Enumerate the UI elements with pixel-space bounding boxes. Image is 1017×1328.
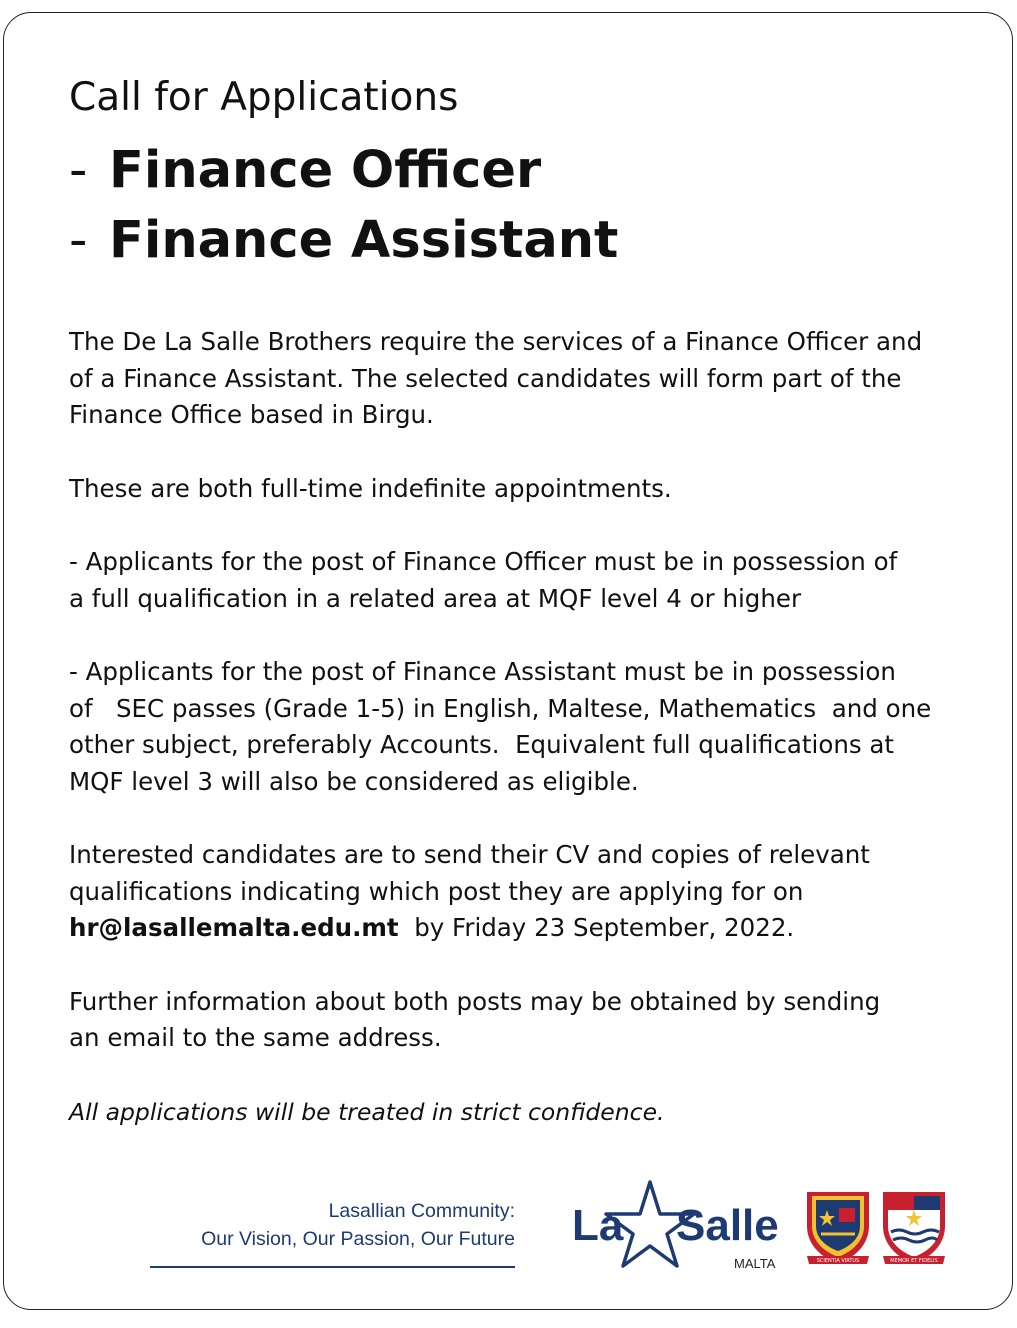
advert-content: [69, 72, 959, 1130]
crest2-motto: MEMOR ET FIDELIS: [890, 1258, 938, 1264]
text-line: of a Finance Assistant. The selected candidates will form part of the: [69, 363, 902, 393]
text-line: of SEC passes (Grade 1-5) in English, Maltese, Mathematics and one: [69, 693, 932, 723]
dash: -: [69, 211, 88, 270]
logo-text-malta: MALTA: [734, 1256, 776, 1271]
dash: -: [69, 141, 88, 200]
text-line: The De La Salle Brothers require the services of a Finance Officer and: [69, 327, 923, 356]
text-line: Further information about both posts may be obtained by sending: [69, 986, 881, 1016]
email-link[interactable]: hr@lasallemalta.edu.mt: [69, 913, 399, 942]
crest-waves-icon: [879, 1186, 949, 1266]
text-line: - Applicants for the post of Finance Officer must be in possession of: [69, 547, 898, 576]
crest1-motto: SCIENTIA VIRTUS: [816, 1258, 860, 1264]
logo-text-la: La: [572, 1201, 624, 1250]
heading: Call for Applications: [69, 75, 459, 120]
post-finance-officer: Finance Officer: [109, 141, 542, 200]
tagline-underline: [150, 1266, 515, 1268]
text-line: an email to the same address.: [69, 1023, 442, 1052]
text-line: Interested candidates are to send their CV and copies of relevant: [69, 840, 870, 869]
tagline: [201, 1197, 515, 1253]
post-title: [69, 136, 959, 206]
crest-shield-icon: [803, 1186, 873, 1266]
text-line: other subject, preferably Accounts. Equivalent full qualifications at: [69, 730, 895, 759]
post-finance-assistant: Finance Assistant: [109, 211, 619, 270]
intro-paragraph: [69, 324, 959, 434]
application-instructions: [69, 837, 959, 947]
assistant-requirements: [69, 654, 959, 800]
confidentiality-note: All applications will be treated in strict confidence.: [69, 1097, 665, 1126]
text-line: - Applicants for the post of Finance Assistant must be in possession: [69, 657, 896, 686]
officer-requirements: [69, 544, 959, 617]
tagline-line-2: Our Vision, Our Passion, Our Future: [201, 1228, 515, 1250]
la-salle-logo: [572, 1180, 792, 1275]
post-title: [69, 206, 959, 276]
logo-text-salle: Salle: [676, 1201, 779, 1250]
text-line: MQF level 3 will also be considered as eligible.: [69, 766, 639, 796]
tagline-line-1: Lasallian Community:: [328, 1200, 515, 1222]
text-line: a full qualification in a related area at MQF level 4 or higher: [69, 583, 802, 613]
text-line: qualifications indicating which post they are applying for on: [69, 876, 804, 906]
appointment-paragraph: These are both full-time indefinite appointments.: [69, 473, 672, 503]
text-line: Finance Office based in Birgu.: [69, 400, 434, 429]
further-info: [69, 984, 959, 1057]
deadline-text: by Friday 23 September, 2022.: [398, 913, 795, 942]
posts-list: [69, 136, 959, 276]
